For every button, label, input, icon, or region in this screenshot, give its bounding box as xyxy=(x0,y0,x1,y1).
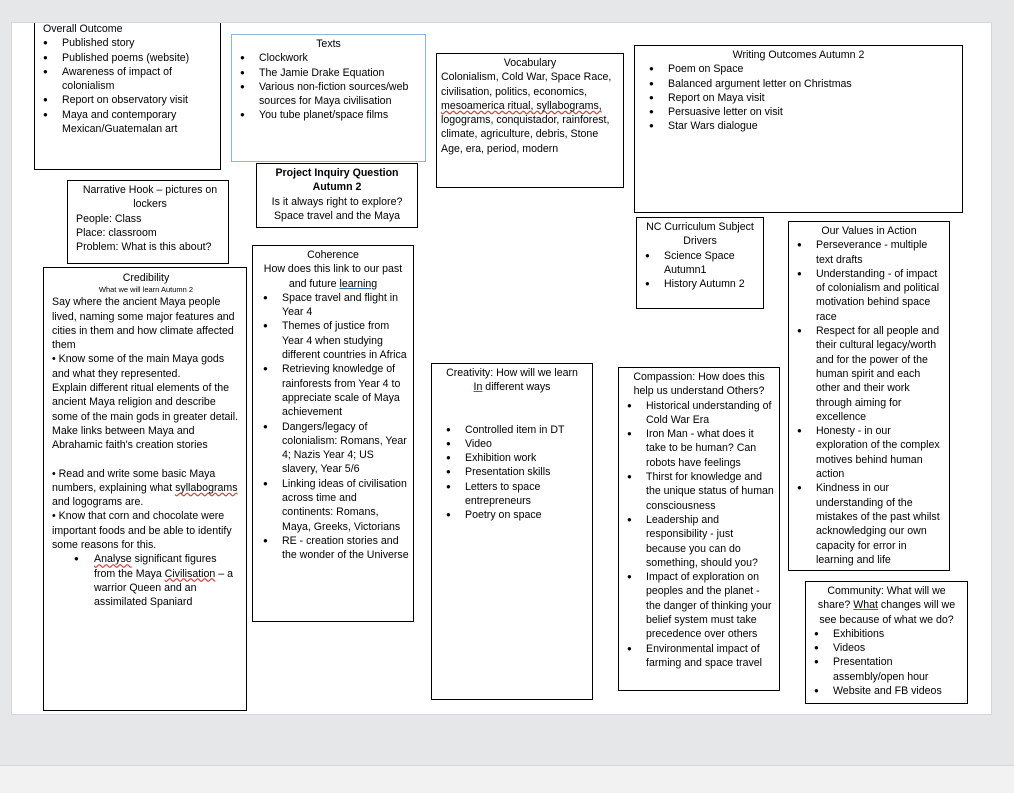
list-item: ● Balanced argument letter on Christmas xyxy=(645,77,958,91)
list-item: ● Presentation assembly/open hour xyxy=(810,655,963,684)
list-item: ● Impact of exploration on peoples and the planet - the danger of thinking your belief system must take precedence over others xyxy=(623,570,775,641)
narrative-hook-problem: Problem: What is this about? xyxy=(76,241,212,254)
compassion-box xyxy=(618,367,780,691)
narrative-hook-place: Place: classroom xyxy=(76,226,157,239)
community-box xyxy=(805,581,968,704)
list-item: ● Report on Maya visit xyxy=(645,91,958,105)
list-item: ● Poetry on space xyxy=(442,508,588,522)
list-item: ● Published story xyxy=(39,36,216,50)
coherence-list xyxy=(257,291,409,563)
document-page xyxy=(11,22,992,715)
list-item: ● Understanding - of impact of colonialism and political motivation behind space race xyxy=(793,267,945,324)
credibility-paragraph: • Know some of the main Maya gods and what they represented. xyxy=(52,353,225,380)
creativity-list xyxy=(436,423,588,523)
texts-box xyxy=(231,34,426,162)
list-item: ● Science Space Autumn1 xyxy=(641,249,759,278)
list-item: ● Clockwork xyxy=(236,51,421,65)
list-item: ● Persuasive letter on visit xyxy=(645,105,958,119)
list-item: ● Leadership and responsibility - just because you can do something, should you? xyxy=(623,513,775,570)
list-item: ● Star Wars dialogue xyxy=(645,119,958,133)
credibility-text-part: • Read and write some basic Maya numbers, explaining what xyxy=(52,467,216,494)
list-item: ● Historical understanding of Cold War Era xyxy=(623,399,775,428)
vocabulary-text-part: Colonialism, Cold War, Space Race, civilisation, politics, economics, xyxy=(441,71,612,98)
list-item: ● RE - creation stories and the wonder of the Universe xyxy=(259,534,409,563)
list-item: ● Linking ideas of civilisation across time and continents: Romans, Maya, Greeks, Victorians xyxy=(259,477,409,534)
list-item xyxy=(52,552,240,609)
list-item: ● Published poems (website) xyxy=(39,51,216,65)
list-item: ● Perseverance - multiple text drafts xyxy=(793,238,945,267)
list-item: ● Videos xyxy=(810,641,963,655)
creativity-box xyxy=(431,363,593,700)
creativity-title-part: different ways xyxy=(482,381,551,394)
vocabulary-text-flagged: mesoamerica ritual, syllabograms, xyxy=(441,99,602,112)
list-item: ● Various non-fiction sources/web sources for Maya civilisation xyxy=(236,80,421,109)
community-list xyxy=(810,627,963,698)
list-item: ● The Jamie Drake Equation xyxy=(236,66,421,80)
coherence-question xyxy=(257,262,409,291)
list-item: ● Exhibition work xyxy=(442,451,588,465)
spacer xyxy=(436,395,588,423)
list-item: ● Retrieving knowledge of rainforests from Year 4 to appreciate scale of Maya achievement xyxy=(259,362,409,419)
spacer xyxy=(52,453,240,467)
creativity-title xyxy=(436,366,588,395)
writing-outcomes-box xyxy=(634,45,963,213)
vocabulary-title: Vocabulary xyxy=(503,57,557,69)
list-item: ● Poem on Space xyxy=(645,62,958,76)
values-title: Our Values in Action xyxy=(821,225,917,237)
narrative-hook-box xyxy=(67,180,229,264)
list-item: ● History Autumn 2 xyxy=(641,277,759,291)
credibility-paragraph: • Know that corn and chocolate were important foods and be able to identify some reasons for this. xyxy=(52,510,232,552)
list-item: ● Space travel and flight in Year 4 xyxy=(259,291,409,320)
overall-outcome-list xyxy=(39,36,216,136)
texts-title: Texts xyxy=(316,38,341,50)
list-item: ● Presentation skills xyxy=(442,465,588,479)
nc-drivers-list xyxy=(641,249,759,292)
vocabulary-text xyxy=(441,70,619,156)
credibility-text-part: – a warrior Queen and an assimilated Spaniard xyxy=(94,567,233,609)
list-item: ● Website and FB videos xyxy=(810,684,963,698)
list-item: ● Maya and contemporary Mexican/Guatemalan art xyxy=(39,108,216,137)
list-item: ● Video xyxy=(442,437,588,451)
nc-drivers-box xyxy=(636,217,764,309)
list-item: ● Dangers/legacy of colonialism: Romans, Year 4; Nazis Year 4; US slavery, Year 5/6 xyxy=(259,420,409,477)
status-bar xyxy=(0,765,1014,793)
coherence-question-link: learning xyxy=(339,277,378,290)
vocabulary-text-part: logograms, conquistador, rainforest, climate, agriculture, debris, Stone Age, era, period, modern xyxy=(441,114,610,155)
inquiry-question-box xyxy=(256,163,418,228)
inquiry-question-title: Project Inquiry Question Autumn 2 xyxy=(275,167,399,194)
credibility-title: Credibility xyxy=(122,272,170,284)
narrative-hook-title: Narrative Hook – pictures on lockers xyxy=(82,184,218,211)
list-item: ● Themes of justice from Year 4 when studying different countries in Africa xyxy=(259,319,409,362)
compassion-title: Compassion: How does this help us understand Others? xyxy=(633,371,765,398)
overall-outcome-title: Overall Outcome xyxy=(43,23,123,35)
nc-drivers-title: NC Curriculum Subject Drivers xyxy=(646,221,754,248)
writing-outcomes-title: Writing Outcomes Autumn 2 xyxy=(732,49,865,61)
coherence-question-part: How does this link to our past and future xyxy=(263,263,403,290)
list-item: ● Honesty - in our exploration of the complex motives behind human action xyxy=(793,424,945,481)
credibility-paragraph: Make links between Maya and Abrahamic faith's creation stories xyxy=(52,424,208,452)
community-title xyxy=(810,584,963,627)
credibility-paragraph: Say where the ancient Maya people lived, naming some major features and cities in them and how climate affected them xyxy=(52,296,235,352)
community-title-link: What xyxy=(853,599,878,612)
list-item: ● You tube planet/space films xyxy=(236,108,421,122)
credibility-text-flagged: Civilisation xyxy=(164,567,216,580)
creativity-title-link: In xyxy=(473,381,483,394)
compassion-list xyxy=(623,399,775,671)
credibility-subtitle: What we will learn Autumn 2 xyxy=(98,285,194,295)
credibility-list xyxy=(52,552,240,609)
creativity-title-part: Creativity: How will we learn xyxy=(446,367,578,379)
credibility-text-part: significant figures from the Maya xyxy=(94,553,217,580)
list-item: ● Kindness in our understanding of the mistakes of the past whilst acknowledging our own capacity for error in learning and life xyxy=(793,481,945,567)
credibility-text-flagged: Analyse xyxy=(94,553,132,566)
credibility-text-flagged: syllabograms xyxy=(175,481,238,494)
credibility-paragraph xyxy=(52,467,240,510)
values-list xyxy=(793,238,945,567)
list-item: ● Respect for all people and their cultural legacy/worth and for the power of the human spirit and each other and their work through aiming for excellence xyxy=(793,324,945,424)
list-item: ● Letters to space entrepreneurs xyxy=(442,480,588,509)
texts-list xyxy=(236,51,421,122)
list-item: ● Awareness of impact of colonialism xyxy=(39,65,216,94)
list-item: ● Environmental impact of farming and space travel xyxy=(623,642,775,671)
overall-outcome-box xyxy=(34,22,221,170)
coherence-box xyxy=(252,245,414,622)
community-title-part: changes will we see because of what we do? xyxy=(819,599,956,626)
list-item: ● Controlled item in DT xyxy=(442,423,588,437)
credibility-text-part: and logograms are. xyxy=(52,496,144,509)
list-item: ● Exhibitions xyxy=(810,627,963,641)
inquiry-question-text: Is it always right to explore? Space travel and the Maya xyxy=(271,195,403,222)
writing-outcomes-list xyxy=(639,62,958,133)
list-item: ● Iron Man - what does it take to be human? Can robots have feelings xyxy=(623,427,775,470)
list-item: ● Thirst for knowledge and the unique status of human consciousness xyxy=(623,470,775,513)
values-box xyxy=(788,221,950,571)
vocabulary-box xyxy=(436,53,624,188)
credibility-paragraph: Explain different ritual elements of the ancient Maya religion and describe some of the main gods in greater detail. xyxy=(52,382,239,423)
community-title-part: Community: What will we share? xyxy=(817,585,946,612)
coherence-title: Coherence xyxy=(307,249,359,261)
credibility-box xyxy=(43,267,247,711)
narrative-hook-people: People: Class xyxy=(76,212,142,225)
list-item: ● Report on observatory visit xyxy=(39,93,216,107)
